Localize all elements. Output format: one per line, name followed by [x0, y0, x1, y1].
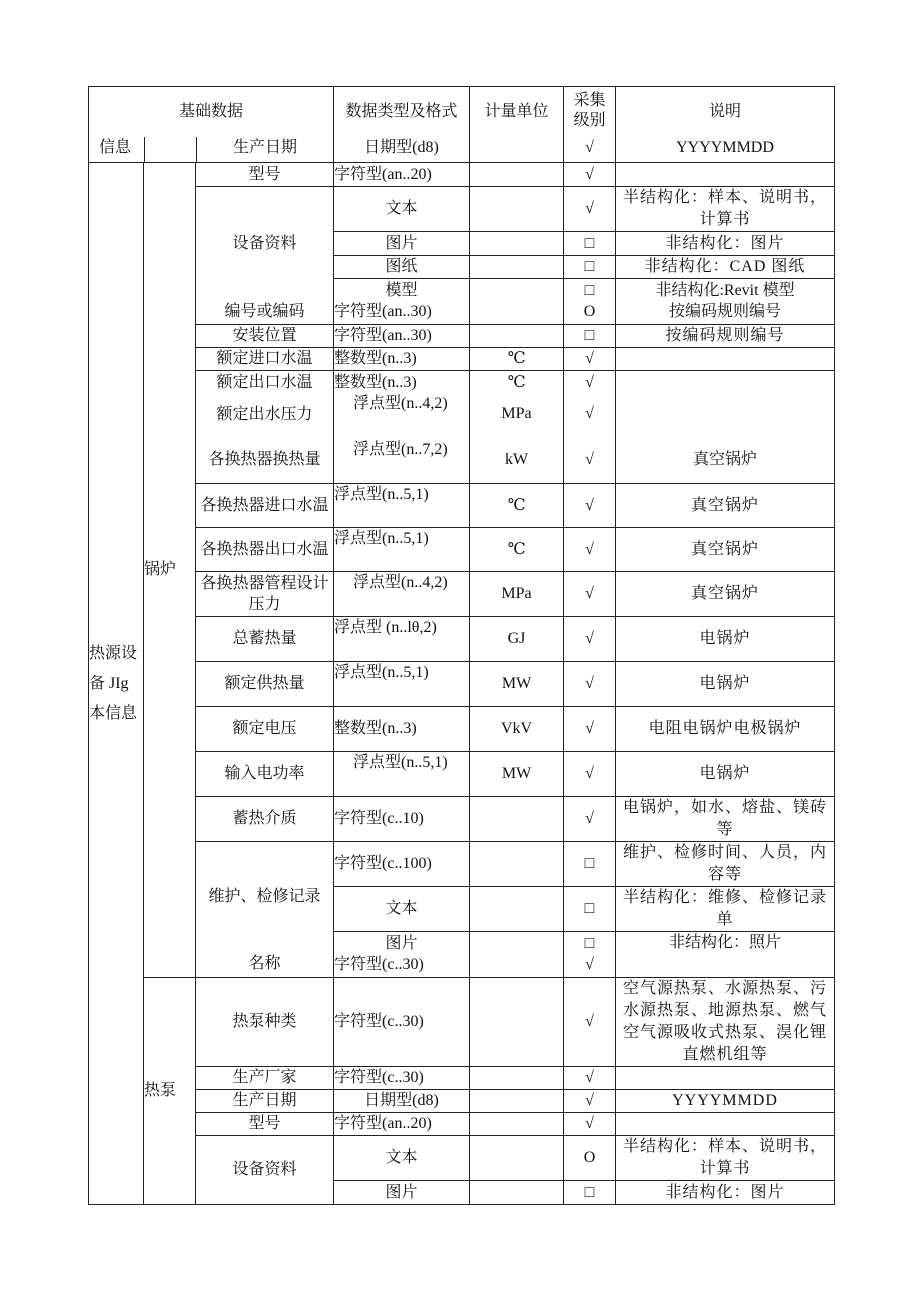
cell-type: 字符型(c..30)	[334, 978, 470, 1067]
cell-desc-stack	[616, 279, 835, 325]
cell-name: 编号或编码	[224, 303, 305, 320]
header-row	[89, 87, 835, 163]
cell-name-group	[196, 187, 334, 325]
cell-type: 图片	[334, 1181, 470, 1205]
cell-name: 生产日期	[196, 1090, 334, 1113]
cell-desc: YYYYMMDD	[616, 1090, 835, 1113]
cell-level: □	[584, 282, 595, 299]
cell-desc: 维护、检修时间、人员，内容等	[616, 842, 835, 887]
cell-name: 各换热器出口水温	[196, 528, 334, 572]
group-heat-pump: 热泵	[144, 978, 196, 1205]
cell-unit	[470, 1113, 564, 1136]
basic-data-heading: 基础数据	[179, 103, 244, 120]
table-row	[89, 1090, 835, 1113]
cell-level: □	[584, 935, 595, 952]
cell-unit	[470, 932, 564, 978]
cell-level-stack	[564, 279, 616, 325]
cell-level: √	[564, 752, 616, 797]
cell-level: √	[585, 405, 594, 422]
cell-name: 各换热器换热量	[208, 451, 321, 468]
cell-type: 字符型(c..30)	[334, 1067, 470, 1090]
cell-desc	[616, 163, 835, 187]
cell-level-stack	[564, 371, 616, 484]
info-label: 信息	[99, 139, 132, 156]
cell-level: √	[564, 617, 616, 662]
cell-desc: 真空锅炉	[693, 451, 758, 468]
cell-type: 浮点型 (n..lθ,2)	[334, 617, 470, 662]
cell-type: 字符型(c..30)	[334, 956, 424, 973]
cell-unit: MW	[470, 752, 564, 797]
cell-level: □	[564, 256, 616, 279]
cell-type: 图片	[385, 935, 418, 952]
cell-type: 浮点型(n..5,1)	[334, 484, 470, 528]
cell-type: 浮点型(n..7,2)	[353, 441, 448, 458]
cell-desc: 真空锅炉	[616, 484, 835, 528]
cell-name: 蓄热介质	[196, 797, 334, 842]
cell-unit	[470, 1067, 564, 1090]
cell-unit	[470, 887, 564, 932]
cell-desc	[616, 1113, 835, 1136]
cell-level: √	[564, 348, 616, 371]
cell-unit	[470, 797, 564, 842]
cell-unit: MPa	[470, 572, 564, 617]
table-row	[89, 1067, 835, 1090]
cell-desc: 电锅炉	[616, 752, 835, 797]
cell-unit	[470, 325, 564, 348]
cell-unit	[470, 187, 564, 232]
cell-level: √	[564, 187, 616, 232]
cell-type: 浮点型(n..4,2)	[353, 395, 448, 412]
cell-type: 日期型(d8)	[364, 139, 439, 156]
cell-name: 型号	[196, 163, 334, 187]
cell-name: 输入电功率	[196, 752, 334, 797]
cell-desc: 空气源热泵、水源热泵、污水源热泵、地源热泵、燃气空气源吸收式热泵、淏化锂直燃机组等	[616, 978, 835, 1067]
cell-name: 生产日期	[232, 139, 297, 156]
table-row	[89, 348, 835, 371]
cell-level: □	[564, 842, 616, 887]
cell-level: √	[564, 572, 616, 617]
table-row	[89, 797, 835, 842]
header-basic-data	[89, 87, 334, 163]
cell-level: □	[564, 887, 616, 932]
cell-type: 浮点型(n..4,2)	[334, 572, 470, 617]
cell-unit: ℃	[507, 374, 526, 391]
cell-desc: 半结构化：样本、说明书，计算书	[616, 187, 835, 232]
table-row	[89, 371, 835, 484]
cell-level: O	[564, 1136, 616, 1181]
cell-unit: MW	[470, 662, 564, 707]
cell-unit	[470, 1181, 564, 1205]
cell-name: 额定出水压力	[216, 406, 313, 423]
cell-name: 额定出口水温	[216, 374, 313, 391]
cell-unit: ℃	[470, 528, 564, 572]
table-row	[89, 187, 835, 232]
cell-desc: 真空锅炉	[616, 572, 835, 617]
cell-name: 热泵种类	[196, 978, 334, 1067]
cell-desc: 非结构化：CAD 图纸	[616, 256, 835, 279]
cell-type: 整数型(n..3)	[334, 707, 470, 752]
cell-desc: 半结构化：样本、说明书，计算书	[616, 1136, 835, 1181]
cell-type: 字符型(an..20)	[334, 1113, 470, 1136]
cell-desc: 电锅炉	[616, 662, 835, 707]
cell-level: O	[583, 303, 596, 320]
cell-unit: ℃	[470, 348, 564, 371]
cell-unit	[470, 1136, 564, 1181]
cell-unit: GJ	[470, 617, 564, 662]
cell-desc: 按编码规则编号	[616, 325, 835, 348]
category-label: 热源设 备 JIg 本信息	[89, 163, 144, 1205]
header-data-type	[334, 87, 470, 163]
cell-desc: 电锅炉	[616, 617, 835, 662]
cell-type: 浮点型(n..5,1)	[334, 528, 470, 572]
cell-type: 字符型(c..100)	[334, 842, 470, 887]
cell-name: 安装位置	[196, 325, 334, 348]
table-row	[89, 707, 835, 752]
unit-heading: 计量单位	[470, 87, 564, 163]
cell-level: √	[564, 1113, 616, 1136]
cell-type: 字符型(an..20)	[334, 163, 470, 187]
heat-source-data-table	[88, 86, 835, 1205]
cell-level: √	[585, 139, 594, 156]
cell-type: 整数型(n..3)	[334, 374, 417, 391]
cell-desc: 非结构化：照片	[616, 932, 835, 978]
cell-type: 文本	[334, 187, 470, 232]
cell-level: √	[564, 163, 616, 187]
cell-name: 额定进口水温	[196, 348, 334, 371]
cell-name: 各换热器管程设计压力	[196, 572, 334, 617]
cell-level: √	[564, 1067, 616, 1090]
cell-desc: YYYYMMDD	[676, 139, 774, 156]
cell-unit	[470, 978, 564, 1067]
cell-desc: 非结构化:Revit 模型	[655, 282, 795, 299]
cell-unit	[470, 842, 564, 887]
table-row	[89, 325, 835, 348]
cell-name: 设备资料	[232, 235, 297, 252]
divider	[144, 137, 145, 162]
cell-name-group	[196, 842, 334, 978]
table-row	[89, 163, 835, 187]
cell-name: 总蓄热量	[196, 617, 334, 662]
cell-type: 图片	[334, 232, 470, 256]
cell-unit: VkV	[470, 707, 564, 752]
table-row	[89, 752, 835, 797]
cell-level: √	[585, 451, 594, 468]
cell-type: 文本	[334, 1136, 470, 1181]
cell-desc: 半结构化：维修、检修记录单	[616, 887, 835, 932]
cell-level: √	[564, 1090, 616, 1113]
cell-desc: 按编码规则编号	[669, 303, 782, 320]
cell-level: √	[564, 707, 616, 752]
divider	[196, 137, 197, 162]
cell-level: □	[564, 232, 616, 256]
table-row	[89, 528, 835, 572]
header-level	[564, 87, 616, 163]
cell-desc	[616, 348, 835, 371]
cell-level: √	[564, 528, 616, 572]
table-row	[89, 662, 835, 707]
cell-name: 生产厂家	[196, 1067, 334, 1090]
cell-type: 字符型(c..10)	[334, 797, 470, 842]
cell-unit: ℃	[470, 484, 564, 528]
cell-unit: kW	[504, 451, 529, 468]
cell-name: 各换热器进口水温	[196, 484, 334, 528]
cell-type: 日期型(d8)	[334, 1090, 470, 1113]
cell-unit: MPa	[501, 405, 532, 422]
table-row	[89, 484, 835, 528]
cell-type: 图纸	[334, 256, 470, 279]
cell-level: √	[585, 374, 594, 391]
cell-type: 字符型(an..30)	[334, 303, 432, 320]
cell-name: 额定供热量	[196, 662, 334, 707]
table-row	[89, 842, 835, 887]
cell-name: 额定电压	[196, 707, 334, 752]
desc-heading: 说明	[709, 103, 742, 120]
group-boiler: 锅炉	[144, 163, 196, 978]
cell-level: √	[564, 797, 616, 842]
cell-name: 型号	[196, 1113, 334, 1136]
header-desc	[616, 87, 835, 163]
table-row	[89, 978, 835, 1067]
table-row	[89, 617, 835, 662]
table-row	[89, 572, 835, 617]
cell-level: √	[564, 662, 616, 707]
cell-unit	[470, 279, 564, 325]
cell-level-stack	[564, 932, 616, 978]
table-row	[89, 1113, 835, 1136]
cell-type: 文本	[334, 887, 470, 932]
table-row	[89, 1136, 835, 1181]
cell-level: √	[564, 484, 616, 528]
cell-name: 名称	[248, 955, 281, 972]
cell-unit	[470, 232, 564, 256]
data-type-heading: 数据类型及格式	[345, 103, 458, 120]
cell-level: √	[564, 978, 616, 1067]
cell-unit	[470, 256, 564, 279]
cell-unit	[470, 163, 564, 187]
cell-type-stack	[334, 279, 470, 325]
cell-level: √	[585, 956, 594, 973]
cell-desc: 非结构化：图片	[616, 1181, 835, 1205]
cell-desc: 电锅炉，如水、熔盐、镁砖等	[616, 797, 835, 842]
cell-name-stack	[196, 371, 334, 484]
cell-type: 整数型(n..3)	[334, 348, 470, 371]
cell-desc-stack	[616, 371, 835, 484]
cell-level: □	[564, 1181, 616, 1205]
cell-level: □	[564, 325, 616, 348]
cell-type-stack	[334, 932, 470, 978]
cell-desc	[616, 1067, 835, 1090]
cell-unit-stack	[470, 371, 564, 484]
cell-desc: 真空锅炉	[616, 528, 835, 572]
cell-desc: 电阻电锅炉电极锅炉	[616, 707, 835, 752]
cell-unit	[470, 1090, 564, 1113]
cell-type: 模型	[385, 282, 418, 299]
cell-name: 维护、检修记录	[208, 888, 321, 905]
cell-type: 浮点型(n..5,1)	[334, 752, 470, 797]
cell-type: 字符型(an..30)	[334, 325, 470, 348]
cell-desc: 非结构化：图片	[616, 232, 835, 256]
level-heading: 采集级别	[573, 92, 606, 129]
cell-type: 浮点型(n..5,1)	[334, 662, 470, 707]
cell-type-stack	[334, 371, 470, 484]
cell-name: 设备资料	[196, 1136, 334, 1205]
